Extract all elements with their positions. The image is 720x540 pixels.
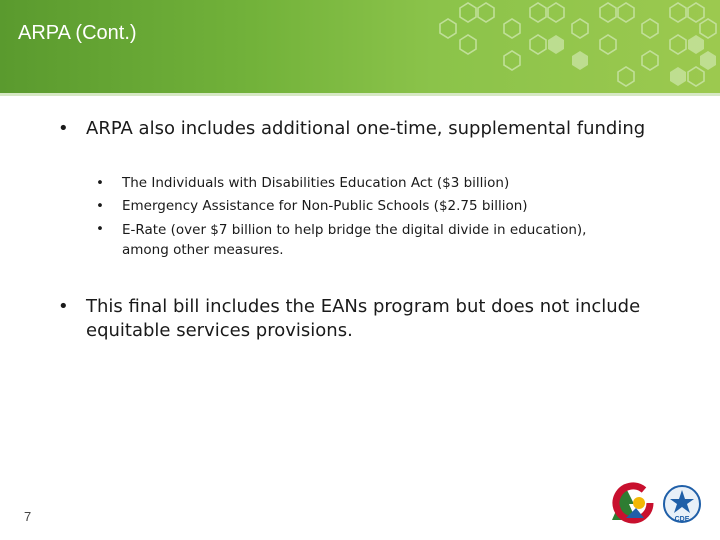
bullet-marker: • xyxy=(58,118,69,139)
slide-header xyxy=(0,0,720,93)
slide-title: ARPA (Cont.) xyxy=(18,22,137,44)
sub-bullet-text: Emergency Assistance for Non-Public Schools ($2.75 billion) xyxy=(122,198,528,214)
cde-logos xyxy=(610,480,710,526)
hexagon-pattern xyxy=(380,0,720,93)
bullet-marker: • xyxy=(96,221,104,237)
bullet-item xyxy=(58,117,658,141)
sub-bullet-item xyxy=(96,172,636,195)
sub-bullet-list xyxy=(96,172,636,260)
bullet-text: ARPA also includes additional one-time, supplemental funding xyxy=(86,118,646,139)
cde-star-logo xyxy=(664,486,700,523)
bullet-marker: • xyxy=(96,198,104,214)
sub-bullet-item xyxy=(96,195,636,218)
bullet-item xyxy=(58,295,658,343)
colorado-logo xyxy=(612,484,650,520)
page-number: 7 xyxy=(24,509,32,524)
sub-bullet-text: E-Rate (over $7 billion to help bridge the digital divide in education), among other measures. xyxy=(122,222,587,258)
bullet-marker: • xyxy=(58,296,69,317)
bullet-text: This final bill includes the EANs program but does not include equitable services provisions. xyxy=(86,296,641,341)
sub-bullet-text: The Individuals with Disabilities Education Act ($3 billion) xyxy=(122,175,510,191)
sub-bullet-item xyxy=(96,218,636,260)
bullet-marker: • xyxy=(96,175,104,191)
header-divider xyxy=(0,93,720,96)
svg-text:CDE: CDE xyxy=(674,516,690,523)
